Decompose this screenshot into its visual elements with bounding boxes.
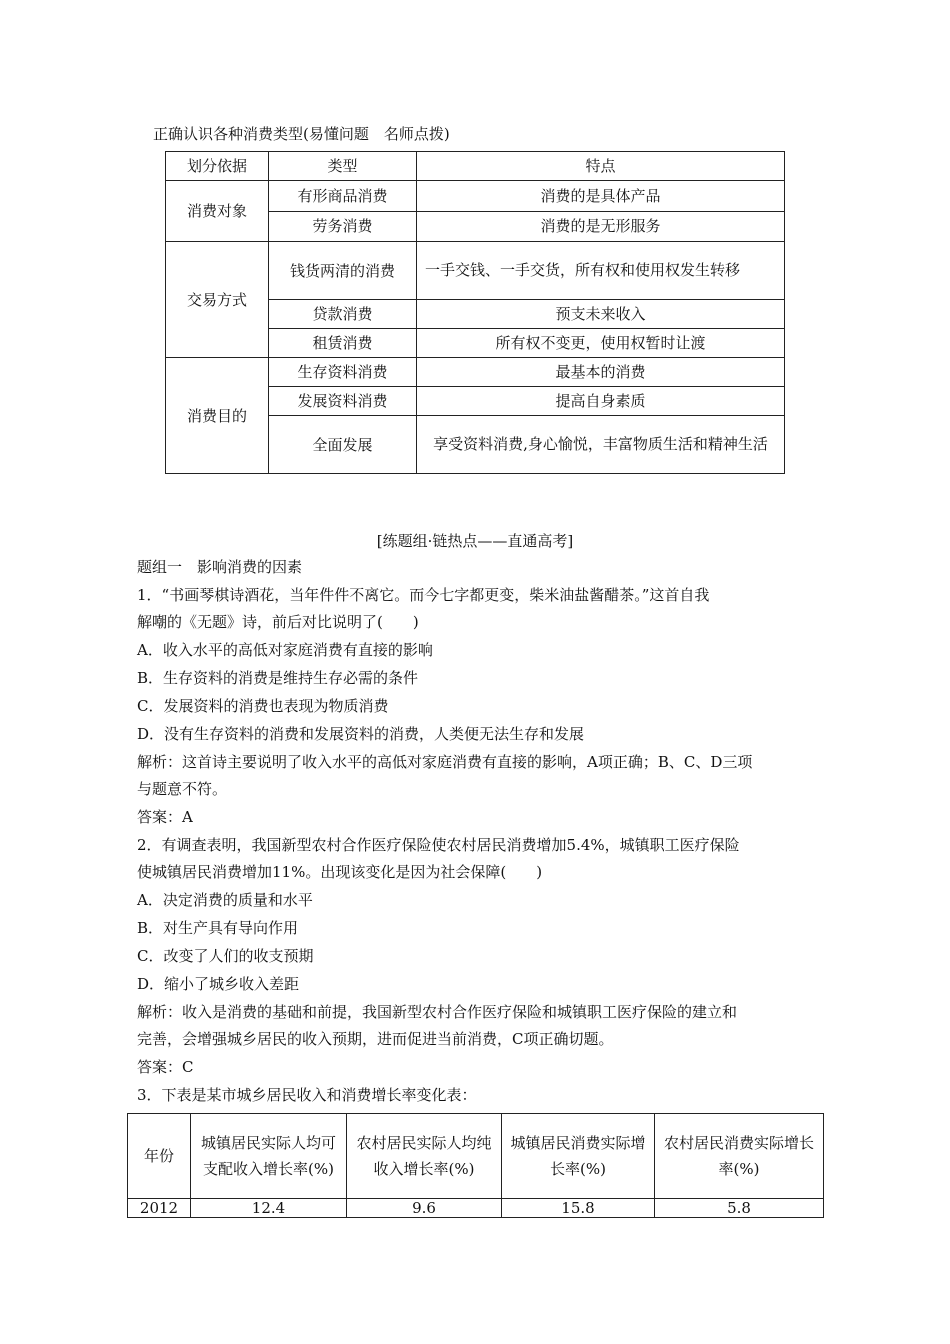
header-rural-income: 农村居民实际人均纯收入增长率(%) bbox=[347, 1114, 502, 1199]
q1-option-b: B．生存资料的消费是维持生存必需的条件 bbox=[137, 669, 419, 687]
q2-analysis-line2: 完善，会增强城乡居民的收入预期，进而促进当前消费，C项正确切题。 bbox=[137, 1030, 614, 1048]
basis-cell: 消费对象 bbox=[166, 181, 269, 242]
income-consumption-table bbox=[127, 1113, 824, 1218]
type-cell: 贷款消费 bbox=[269, 300, 417, 329]
table-row bbox=[128, 1199, 824, 1218]
q3-stem: 3．下表是某市城乡居民收入和消费增长率变化表： bbox=[137, 1086, 477, 1104]
header-rural-consumption: 农村居民消费实际增长率(%) bbox=[655, 1114, 824, 1199]
header-feature: 特点 bbox=[417, 152, 785, 181]
header-type: 类型 bbox=[269, 152, 417, 181]
q2-stem-line1: 2．有调查表明，我国新型农村合作医疗保险使农村居民消费增加5.4%，城镇职工医疗保险 bbox=[137, 836, 740, 854]
q1-stem-line2: 解嘲的《无题》诗，前后对比说明了( ) bbox=[137, 613, 419, 631]
year-cell: 2012 bbox=[128, 1199, 191, 1218]
table-row bbox=[166, 358, 785, 387]
type-cell: 有形商品消费 bbox=[269, 181, 417, 212]
type-cell: 生存资料消费 bbox=[269, 358, 417, 387]
type-cell: 租赁消费 bbox=[269, 329, 417, 358]
table-row bbox=[166, 181, 785, 212]
q1-stem-line1: 1．“书画琴棋诗酒花，当年件件不离它。而今七字都更变，柴米油盐酱醋茶。”这首自我 bbox=[137, 586, 710, 604]
type-cell: 劳务消费 bbox=[269, 211, 417, 242]
q2-analysis-line1: 解析：收入是消费的基础和前提，我国新型农村合作医疗保险和城镇职工医疗保险的建立和 bbox=[137, 1003, 738, 1021]
feature-cell: 最基本的消费 bbox=[417, 358, 785, 387]
q2-answer: 答案：C bbox=[137, 1058, 194, 1076]
q2-option-d: D．缩小了城乡收入差距 bbox=[137, 975, 300, 993]
value-cell: 9.6 bbox=[347, 1199, 502, 1218]
q1-analysis-line1: 解析：这首诗主要说明了收入水平的高低对家庭消费有直接的影响，A项正确；B、C、D三项 bbox=[137, 753, 753, 771]
table-row bbox=[166, 242, 785, 300]
q1-analysis-line2: 与题意不符。 bbox=[137, 780, 228, 798]
section-heading: [练题组·链热点——直通高考] bbox=[376, 532, 574, 550]
q1-option-d: D．没有生存资料的消费和发展资料的消费，人类便无法生存和发展 bbox=[137, 725, 585, 743]
type-cell: 全面发展 bbox=[269, 416, 417, 474]
feature-cell: 提高自身素质 bbox=[417, 387, 785, 416]
value-cell: 5.8 bbox=[655, 1199, 824, 1218]
table-header-row bbox=[128, 1114, 824, 1199]
q2-option-a: A．决定消费的质量和水平 bbox=[137, 891, 313, 909]
type-cell: 发展资料消费 bbox=[269, 387, 417, 416]
feature-cell: 消费的是无形服务 bbox=[417, 211, 785, 242]
q2-option-b: B．对生产具有导向作用 bbox=[137, 919, 299, 937]
header-year: 年份 bbox=[128, 1114, 191, 1199]
basis-cell: 消费目的 bbox=[166, 358, 269, 474]
q2-option-c: C．改变了人们的收支预期 bbox=[137, 947, 314, 965]
type-cell: 钱货两清的消费 bbox=[269, 242, 417, 300]
q1-option-a: A．收入水平的高低对家庭消费有直接的影响 bbox=[137, 641, 433, 659]
header-urban-income: 城镇居民实际人均可支配收入增长率(%) bbox=[191, 1114, 347, 1199]
consumption-types-table bbox=[165, 151, 785, 474]
value-cell: 12.4 bbox=[191, 1199, 347, 1218]
table-header-row bbox=[166, 152, 785, 181]
group-title: 题组一 影响消费的因素 bbox=[137, 558, 303, 576]
header-urban-consumption: 城镇居民消费实际增长率(%) bbox=[502, 1114, 655, 1199]
basis-cell: 交易方式 bbox=[166, 242, 269, 358]
feature-cell: 预支未来收入 bbox=[417, 300, 785, 329]
feature-cell: 一手交钱、一手交货，所有权和使用权发生转移 bbox=[417, 242, 785, 300]
feature-cell: 消费的是具体产品 bbox=[417, 181, 785, 212]
feature-cell: 享受资料消费,身心愉悦，丰富物质生活和精神生活 bbox=[417, 416, 785, 474]
q1-answer: 答案：A bbox=[137, 808, 193, 826]
value-cell: 15.8 bbox=[502, 1199, 655, 1218]
feature-cell: 所有权不变更，使用权暂时让渡 bbox=[417, 329, 785, 358]
q1-option-c: C．发展资料的消费也表现为物质消费 bbox=[137, 697, 389, 715]
intro-title: 正确认识各种消费类型(易懂问题 名师点拨) bbox=[153, 125, 450, 143]
header-basis: 划分依据 bbox=[166, 152, 269, 181]
q2-stem-line2: 使城镇居民消费增加11%。出现该变化是因为社会保障( ) bbox=[137, 863, 543, 881]
